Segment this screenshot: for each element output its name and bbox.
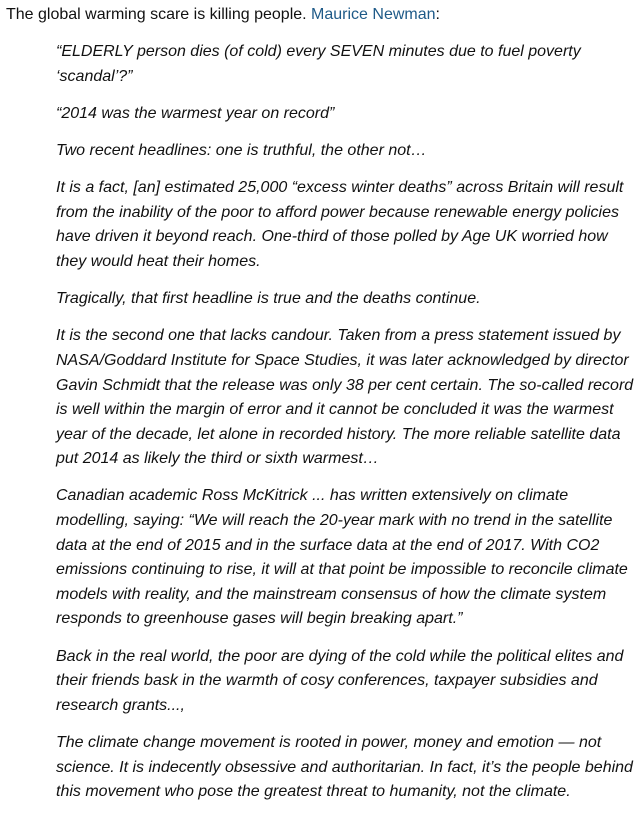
quote-paragraph-6: It is the second one that lacks candour. Taken from a press statement issued by NASA/Goddard Institute for Space Studies, it was later acknowledged by director Gavin Schmidt that the release was only 38 per cent certain. The so-called record is well within the margin of error and it cannot be concluded it was the warmest year of the decade, let alone in recorded history. The more reliable satellite data put 2014 as likely the third or sixth warmest… xyxy=(56,327,634,468)
quote-paragraph-3: Two recent headlines: one is truthful, the other not… xyxy=(56,141,427,159)
intro-line xyxy=(6,4,636,26)
quote-paragraph-1: “ELDERLY person dies (of cold) every SEVEN minutes due to fuel poverty ‘scandal’?” xyxy=(56,43,581,85)
quote-paragraph-4: It is a fact, [an] estimated 25,000 “excess winter deaths” across Britain will result from the inability of the poor to afford power because renewable energy policies have driven it beyond reach. One-third of those polled by Age UK worried how they would heat their homes. xyxy=(56,179,624,270)
blockquote xyxy=(56,40,634,817)
quote-paragraph-8: Back in the real world, the poor are dying of the cold while the political elites and their friends bask in the warmth of cosy conferences, taxpayer subsidies and research grants..., xyxy=(56,647,624,714)
author-link[interactable]: Maurice Newman xyxy=(311,6,436,23)
quote-paragraph-2: “2014 was the warmest year on record” xyxy=(56,104,335,122)
intro-text: The global warming scare is killing people. xyxy=(6,6,312,23)
quote-paragraph-5: Tragically, that first headline is true and the deaths continue. xyxy=(56,290,481,308)
intro-suffix: : xyxy=(435,6,440,23)
quote-paragraph-7: Canadian academic Ross McKitrick ... has written extensively on climate modelling, saying: “We will reach the 20-year mark with no trend in the satellite data at the end of 2015 and in the surface data at the end of 2017. With CO2 emissions continuing to rise, it will at that point be impossible to reconcile climate models with reality, and the mainstream consensus of how the climate system responds to greenhouse gases will begin breaking apart.” xyxy=(56,487,628,628)
quote-paragraph-9: The climate change movement is rooted in power, money and emotion — not science. It is indecently obsessive and authoritarian. In fact, it’s the people behind this movement who pose the greatest threat to humanity, not the climate. xyxy=(56,734,633,801)
